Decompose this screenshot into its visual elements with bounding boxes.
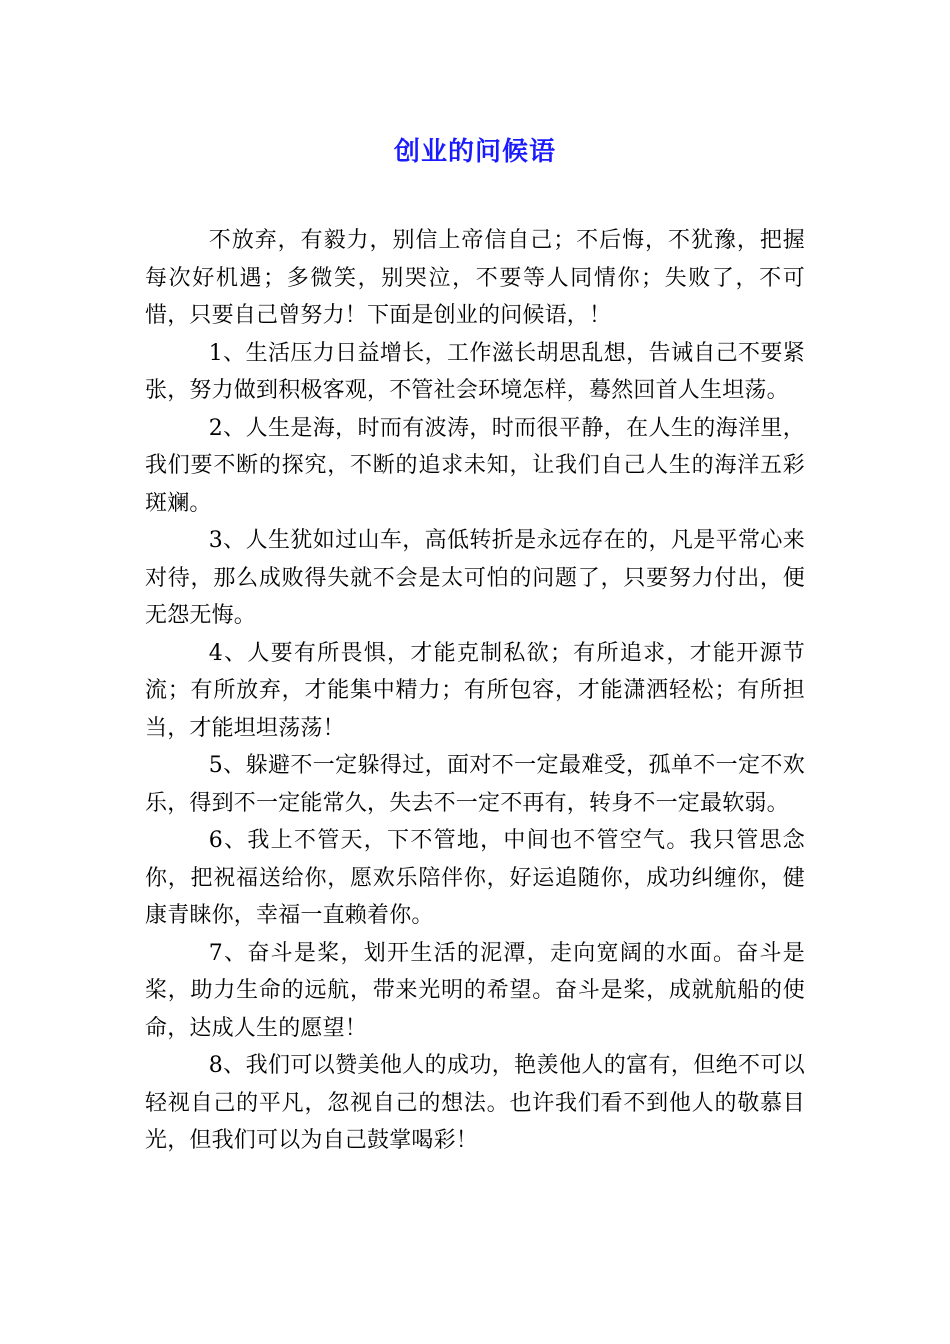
list-item-2: 2、人生是海，时而有波涛，时而很平静，在人生的海洋里，我们要不断的探究，不断的追求未知，让我们自己人生的海洋五彩斑斓。 [145,415,805,516]
list-item-6: 6、我上不管天，下不管地，中间也不管空气。我只管思念你，把祝福送给你，愿欢乐陪伴你，好运追随你，成功纠缠你，健康青睐你，幸福一直赖着你。 [145,828,805,928]
document-body [145,222,805,1160]
list-item-1: 1、生活压力日益增长，工作滋长胡思乱想，告诫自己不要紧张，努力做到积极客观，不管社会环境怎样，蓦然回首人生坦荡。 [145,340,805,403]
document-title: 创业的问候语 [393,137,556,167]
list-item-5: 5、躲避不一定躲得过，面对不一定最难受，孤单不一定不欢乐，得到不一定能常久，失去不一定不再有，转身不一定最软弱。 [145,753,805,816]
list-item-4: 4、人要有所畏惧，才能克制私欲；有所追求，才能开源节流；有所放弃，才能集中精力；有所包容，才能潇洒轻松；有所担当，才能坦坦荡荡！ [145,640,805,741]
intro-paragraph: 不放弃，有毅力，别信上帝信自己；不后悔，不犹豫，把握每次好机遇；多微笑，别哭泣，不要等人同情你；失败了，不可惜，只要自己曾努力！下面是创业的问候语，！ [145,228,805,328]
list-item-3: 3、人生犹如过山车，高低转折是永远存在的，凡是平常心来对待，那么成败得失就不会是太可怕的问题了，只要努力付出，便无怨无悔。 [145,528,805,628]
list-item-8: 8、我们可以赞美他人的成功，艳羡他人的富有，但绝不可以轻视自己的平凡，忽视自己的想法。也许我们看不到他人的敬慕目光，但我们可以为自己鼓掌喝彩！ [145,1053,805,1153]
list-item-7: 7、奋斗是桨，划开生活的泥潭，走向宽阔的水面。奋斗是桨，助力生命的远航，带来光明的希望。奋斗是桨，成就航船的使命，达成人生的愿望！ [145,940,805,1041]
